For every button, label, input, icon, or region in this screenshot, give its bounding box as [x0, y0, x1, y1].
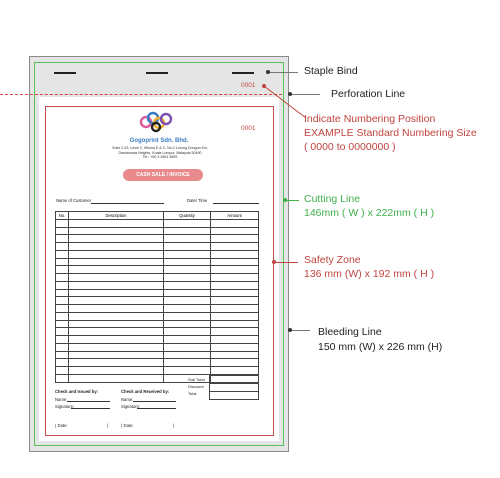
table-cell	[164, 305, 211, 313]
table-cell	[56, 243, 69, 251]
numbering-label-1: Indicate Numbering Position	[304, 113, 436, 125]
issued-name-label: Name:	[55, 397, 68, 402]
address-line: Suite 2.03, Level 2, Wisma E & C, No.2 Lorong Dungun Kiri,	[112, 146, 208, 150]
table-row	[56, 367, 259, 375]
table-cell	[69, 312, 164, 320]
table-cell	[56, 351, 69, 359]
subtotal-label: Sub Total	[188, 377, 205, 382]
table-cell	[211, 250, 259, 258]
bleed-label-2: 150 mm (W) x 226 mm (H)	[318, 341, 443, 353]
safety-leader-dot	[272, 260, 276, 264]
table-row	[56, 258, 259, 266]
table-cell	[69, 374, 164, 382]
column-header: Description	[69, 212, 164, 220]
table-cell	[164, 219, 211, 227]
totals-row	[210, 392, 259, 400]
table-cell	[211, 258, 259, 266]
total-value	[210, 392, 259, 400]
table-cell	[164, 367, 211, 375]
staple-mark	[54, 72, 76, 74]
bleed-label-1: Bleeding Line	[318, 326, 382, 338]
table-cell	[164, 312, 211, 320]
received-date-close: )	[173, 423, 175, 428]
table-cell	[69, 266, 164, 274]
table-cell	[69, 336, 164, 344]
table-cell	[164, 359, 211, 367]
cutting-label-2: 146mm ( W ) x 222mm ( H )	[304, 207, 435, 219]
table-row	[56, 320, 259, 328]
table-row	[56, 274, 259, 282]
table-row	[56, 305, 259, 313]
table-cell	[211, 312, 259, 320]
table-cell	[56, 219, 69, 227]
table-cell	[164, 266, 211, 274]
staple-leader	[268, 72, 298, 73]
table-cell	[211, 336, 259, 344]
checked-received-label: Check and Received by:	[121, 389, 170, 394]
company-name: Gogoprint Sdn. Bhd.	[129, 138, 189, 144]
subtotal-value	[210, 376, 259, 384]
table-cell	[164, 328, 211, 336]
table-cell	[56, 258, 69, 266]
table-row	[56, 312, 259, 320]
discount-label: Discount	[188, 384, 204, 389]
received-date-label: ( Date:	[121, 423, 134, 428]
table-cell	[164, 281, 211, 289]
table-cell	[211, 289, 259, 297]
table-cell	[211, 274, 259, 282]
table-cell	[56, 281, 69, 289]
table-cell	[164, 343, 211, 351]
table-cell	[211, 320, 259, 328]
date-time-label: Date/ Time	[187, 198, 208, 203]
table-cell	[211, 243, 259, 251]
table-row	[56, 219, 259, 227]
table-cell	[69, 359, 164, 367]
column-header: No.	[56, 212, 69, 220]
totals-table	[209, 375, 259, 400]
staple-mark	[232, 72, 254, 74]
received-signature-label: Signature:	[121, 404, 141, 409]
cutting-leader	[285, 200, 299, 201]
issued-signature-underline	[71, 408, 110, 409]
table-cell	[69, 258, 164, 266]
totals-row	[210, 376, 259, 384]
date-time-underline	[213, 203, 259, 204]
table-row	[56, 336, 259, 344]
table-cell	[211, 266, 259, 274]
issued-name-underline	[67, 401, 110, 402]
numbering-inner: 0001	[241, 125, 256, 132]
table-cell	[56, 227, 69, 235]
table-cell	[164, 297, 211, 305]
table-cell	[164, 274, 211, 282]
issued-signature-label: Signature:	[55, 404, 75, 409]
table-cell	[69, 328, 164, 336]
table-row	[56, 235, 259, 243]
table-cell	[69, 351, 164, 359]
table-cell	[56, 305, 69, 313]
table-row	[56, 289, 259, 297]
table-cell	[56, 235, 69, 243]
customer-label: Name of Customer	[56, 198, 92, 203]
column-header: Quantity	[164, 212, 211, 220]
table-cell	[56, 367, 69, 375]
table-row	[56, 297, 259, 305]
table-cell	[69, 250, 164, 258]
items-table	[55, 211, 259, 383]
company-logo-icon	[138, 110, 174, 134]
total-label: Total	[188, 391, 197, 396]
table-header-row	[56, 212, 259, 220]
table-cell	[164, 289, 211, 297]
received-name-underline	[133, 401, 176, 402]
bleed-leader-dot	[288, 328, 292, 332]
staple-leader-dot	[266, 70, 270, 74]
company-address	[70, 146, 250, 160]
table-cell	[69, 219, 164, 227]
received-name-label: Name:	[121, 397, 134, 402]
received-signature-underline	[137, 408, 176, 409]
issued-date-label: ( Date:	[55, 423, 68, 428]
table-row	[56, 343, 259, 351]
table-cell	[56, 359, 69, 367]
table-cell	[211, 359, 259, 367]
table-cell	[211, 367, 259, 375]
address-line: Damansara Heights, Kuala Lumpur, Malaysia 50490	[118, 150, 202, 155]
table-row	[56, 243, 259, 251]
perforation-line	[0, 94, 282, 95]
table-cell	[56, 312, 69, 320]
table-cell	[211, 281, 259, 289]
staple-bind-label: Staple Bind	[304, 65, 358, 77]
table-cell	[211, 297, 259, 305]
cutting-leader-dot	[283, 198, 287, 202]
table-cell	[56, 336, 69, 344]
table-cell	[56, 266, 69, 274]
cutting-label-1: Cutting Line	[304, 193, 361, 205]
form-title-badge: CASH SALE / INVOICE	[123, 169, 203, 181]
bleed-leader	[290, 330, 310, 331]
table-row	[56, 359, 259, 367]
table-cell	[56, 343, 69, 351]
table-cell	[69, 367, 164, 375]
table-cell	[56, 297, 69, 305]
table-cell	[211, 235, 259, 243]
table-row	[56, 351, 259, 359]
table-cell	[56, 274, 69, 282]
table-cell	[56, 328, 69, 336]
perforation-label: Perforation Line	[331, 88, 406, 100]
table-cell	[164, 258, 211, 266]
table-cell	[69, 289, 164, 297]
table-cell	[164, 336, 211, 344]
discount-value	[210, 384, 259, 392]
totals-row	[210, 384, 259, 392]
table-cell	[56, 250, 69, 258]
table-cell	[211, 219, 259, 227]
table-row	[56, 328, 259, 336]
table-cell	[69, 343, 164, 351]
table-cell	[211, 343, 259, 351]
table-row	[56, 227, 259, 235]
table-cell	[69, 297, 164, 305]
table-row	[56, 250, 259, 258]
table-cell	[56, 289, 69, 297]
table-cell	[211, 351, 259, 359]
table-cell	[69, 274, 164, 282]
numbering-top: 0001	[241, 82, 256, 89]
table-cell	[69, 235, 164, 243]
table-cell	[211, 305, 259, 313]
table-cell	[164, 320, 211, 328]
customer-underline	[91, 203, 164, 204]
safety-leader	[274, 262, 298, 263]
table-cell	[164, 250, 211, 258]
table-cell	[69, 227, 164, 235]
column-header: Amount	[211, 212, 259, 220]
table-cell	[69, 243, 164, 251]
numbering-label-2: EXAMPLE Standard Numbering Size	[304, 127, 477, 139]
table-cell	[56, 374, 69, 382]
table-cell	[69, 305, 164, 313]
table-row	[56, 281, 259, 289]
table-row	[56, 266, 259, 274]
table-cell	[164, 227, 211, 235]
safety-label-1: Safety Zone	[304, 254, 361, 266]
address-line: Tel : +60 3 2651 5899	[142, 155, 178, 159]
checked-issued-label: Check and Issued by:	[55, 389, 99, 394]
issued-date-close: )	[107, 423, 109, 428]
table-cell	[164, 351, 211, 359]
staple-mark	[146, 72, 168, 74]
safety-label-2: 136 mm (W) x 192 mm ( H )	[304, 268, 435, 280]
table-cell	[69, 281, 164, 289]
table-cell	[56, 320, 69, 328]
table-cell	[211, 328, 259, 336]
table-cell	[164, 235, 211, 243]
table-cell	[211, 227, 259, 235]
table-cell	[69, 320, 164, 328]
numbering-label-3: ( 0000 to 0000000 )	[304, 141, 396, 153]
table-cell	[164, 243, 211, 251]
